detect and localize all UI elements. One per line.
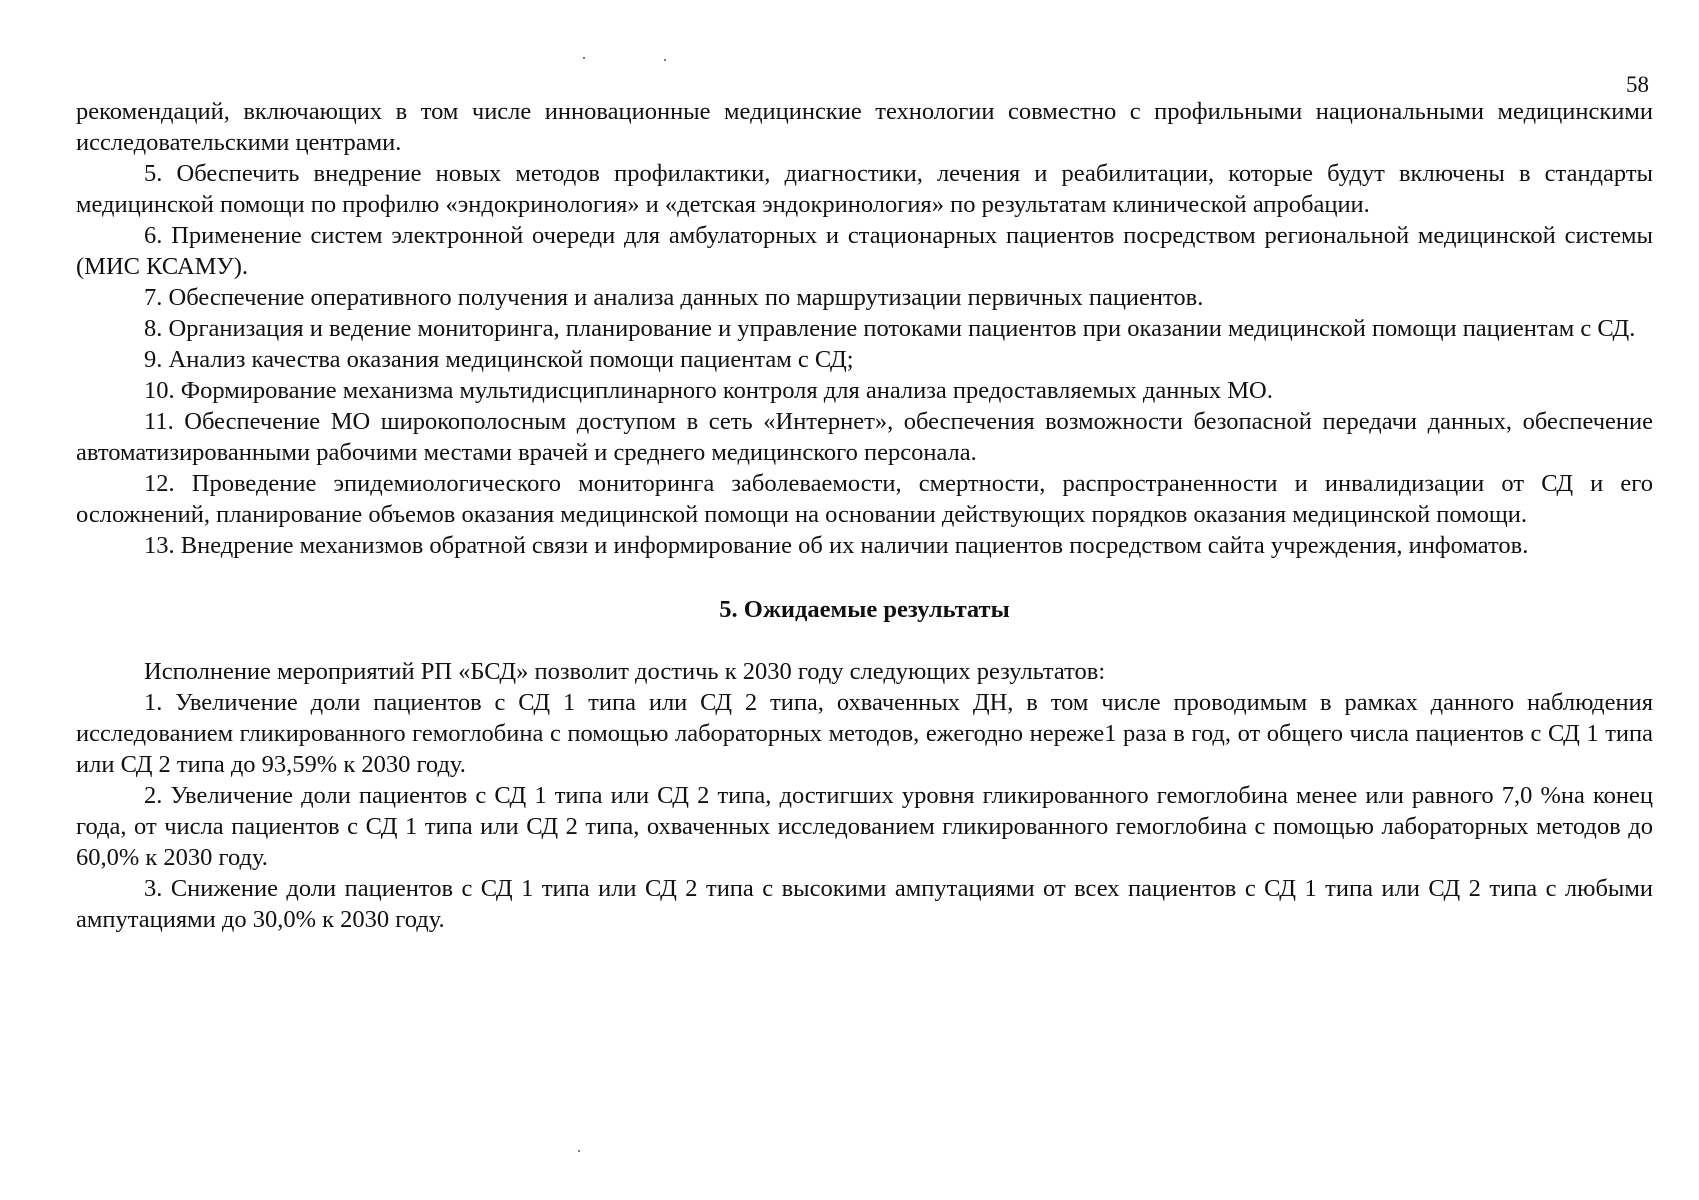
- paragraph-result-2: 2. Увеличение доли пациентов с СД 1 типа или СД 2 типа, достигших уровня гликированного гемоглобина менее или равного 7,0 %на конец года, от числа пациентов с СД 1 типа или СД 2 типа, охваченных исследованием гликированного гемоглобина с помощью лабораторных методов до 60,0% к 2030 году.: [76, 782, 1653, 871]
- paragraph-continuation: рекомендаций, включающих в том числе инновационные медицинские технологии совместно с профильными национальными медицинскими исследовательскими центрами.: [76, 98, 1653, 156]
- paragraph-item-5: 5. Обеспечить внедрение новых методов профилактики, диагностики, лечения и реабилитации, которые будут включены в стандарты медицинской помощи по профилю «эндокринология» и «детская эндокринология» по результатам клинической апробации.: [76, 160, 1653, 218]
- paragraph-item-7: 7. Обеспечение оперативного получения и анализа данных по маршрутизации первичных пациентов.: [144, 284, 1204, 311]
- scan-speck: [664, 59, 666, 61]
- paragraph-item-8: 8. Организация и ведение мониторинга, планирование и управление потоками пациентов при оказании медицинской помощи пациентам с СД.: [144, 315, 1636, 342]
- paragraph-item-12: 12. Проведение эпидемиологического мониторинга заболеваемости, смертности, распространенности и инвалидизации от СД и его осложнений, планирование объемов оказания медицинской помощи на основании действующих порядков оказания медицинской помощи.: [76, 470, 1653, 528]
- paragraph-item-13: 13. Внедрение механизмов обратной связи и информирование об их наличии пациентов посредством сайта учреждения, инфоматов.: [144, 532, 1529, 559]
- scan-speck: [578, 1150, 580, 1152]
- page-number: 58: [1626, 72, 1649, 97]
- scan-speck: [583, 57, 585, 59]
- document-body: [76, 96, 1653, 935]
- paragraph-result-1: 1. Увеличение доли пациентов с СД 1 типа или СД 2 типа, охваченных ДН, в том числе проводимым в рамках данного наблюдения исследованием гликированного гемоглобина с помощью лабораторных методов, ежегодно нереже1 раза в год, от общего числа пациентов с СД 1 типа или СД 2 типа до 93,59% к 2030 году.: [76, 689, 1653, 778]
- expected-results-section: [76, 656, 1653, 935]
- paragraph-item-10: 10. Формирование механизма мультидисциплинарного контроля для анализа предоставляемых данных МО.: [144, 377, 1273, 404]
- paragraph-results-intro: Исполнение мероприятий РП «БСД» позволит достичь к 2030 году следующих результатов:: [144, 658, 1106, 685]
- paragraph-result-3: 3. Снижение доли пациентов с СД 1 типа или СД 2 типа с высокими ампутациями от всех пациентов с СД 1 типа или СД 2 типа с любыми ампутациями до 30,0% к 2030 году.: [76, 875, 1653, 933]
- paragraph-item-11: 11. Обеспечение МО широкополосным доступом в сеть «Интернет», обеспечения возможности безопасной передачи данных, обеспечение автоматизированными рабочими местами врачей и среднего медицинского персонала.: [76, 408, 1653, 466]
- paragraph-item-6: 6. Применение систем электронной очереди для амбулаторных и стационарных пациентов посредством региональной медицинской системы (МИС КСАМУ).: [76, 222, 1653, 280]
- section-heading: 5. Ожидаемые результаты: [719, 596, 1010, 623]
- action-items-section: [76, 96, 1653, 561]
- paragraph-item-9: 9. Анализ качества оказания медицинской помощи пациентам с СД;: [144, 346, 854, 373]
